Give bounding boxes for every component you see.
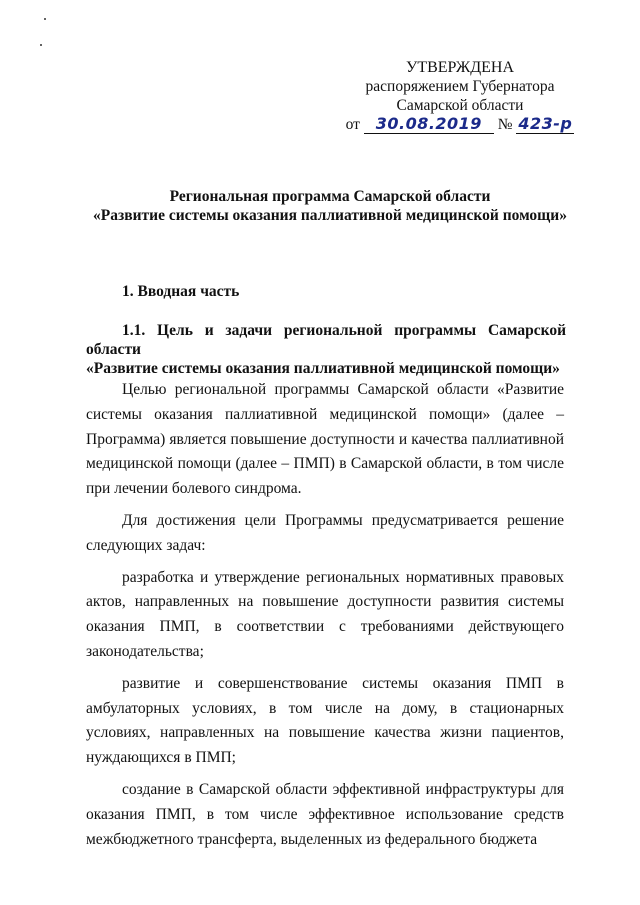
approval-line-region: Самарской области (396, 97, 524, 114)
document-title (60, 187, 600, 225)
paragraph: разработка и утверждение региональных нормативных правовых актов, направленных на повышение доступности развития системы оказания ПМП, в соответствии с требованиями действующего законодательства; (86, 568, 564, 660)
paragraph: Для достижения цели Программы предусматривается решение следующих задач: (86, 511, 564, 554)
approval-heading: УТВЕРЖДЕНА (405, 59, 514, 76)
title-line-1: Региональная программа Самарской области (169, 188, 491, 205)
paragraph: развитие и совершенствование системы оказания ПМП в амбулаторных условиях, в том числе на дому, в стационарных условиях, направленных на повышение качества жизни пациентов, нуждающихся в ПМП; (86, 674, 564, 767)
paragraph: Целью региональной программы Самарской области «Развитие системы оказания паллиативной медицинской помощи» (далее – Программа) является повышение доступности и качества паллиативной медицинской помощи (далее – ПМП) в Самарской области, в том числе при лечении болевого синдрома. (86, 381, 564, 498)
date-field (364, 116, 494, 134)
approval-stamp-block (330, 58, 590, 134)
approval-date-line (330, 115, 590, 134)
handwritten-number: 423-р (518, 114, 573, 133)
subsection-line-2: «Развитие системы оказания паллиативной медицинской помощи» (86, 360, 560, 377)
subsection-line-1: 1.1. Цель и задачи региональной программы Самарской области (86, 322, 566, 358)
handwritten-date: 30.08.2019 (375, 114, 482, 133)
number-prefix: № (497, 116, 513, 133)
approval-line-governor: распоряжением Губернатора (365, 78, 555, 95)
scan-speck (44, 18, 46, 20)
paragraph: создание в Самарской области эффективной инфраструктуры для оказания ПМП, в том числе эффективное использование средств межбюджетного трансферта, выделенных из федерального бюджета (86, 780, 564, 848)
body-text (86, 378, 564, 859)
number-field (516, 116, 574, 134)
section-heading: 1. Вводная часть (122, 283, 240, 300)
date-prefix: от (345, 116, 360, 133)
title-line-2: «Развитие системы оказания паллиативной медицинской помощи» (93, 207, 567, 224)
scan-speck (40, 44, 42, 46)
subsection-heading (86, 321, 566, 378)
